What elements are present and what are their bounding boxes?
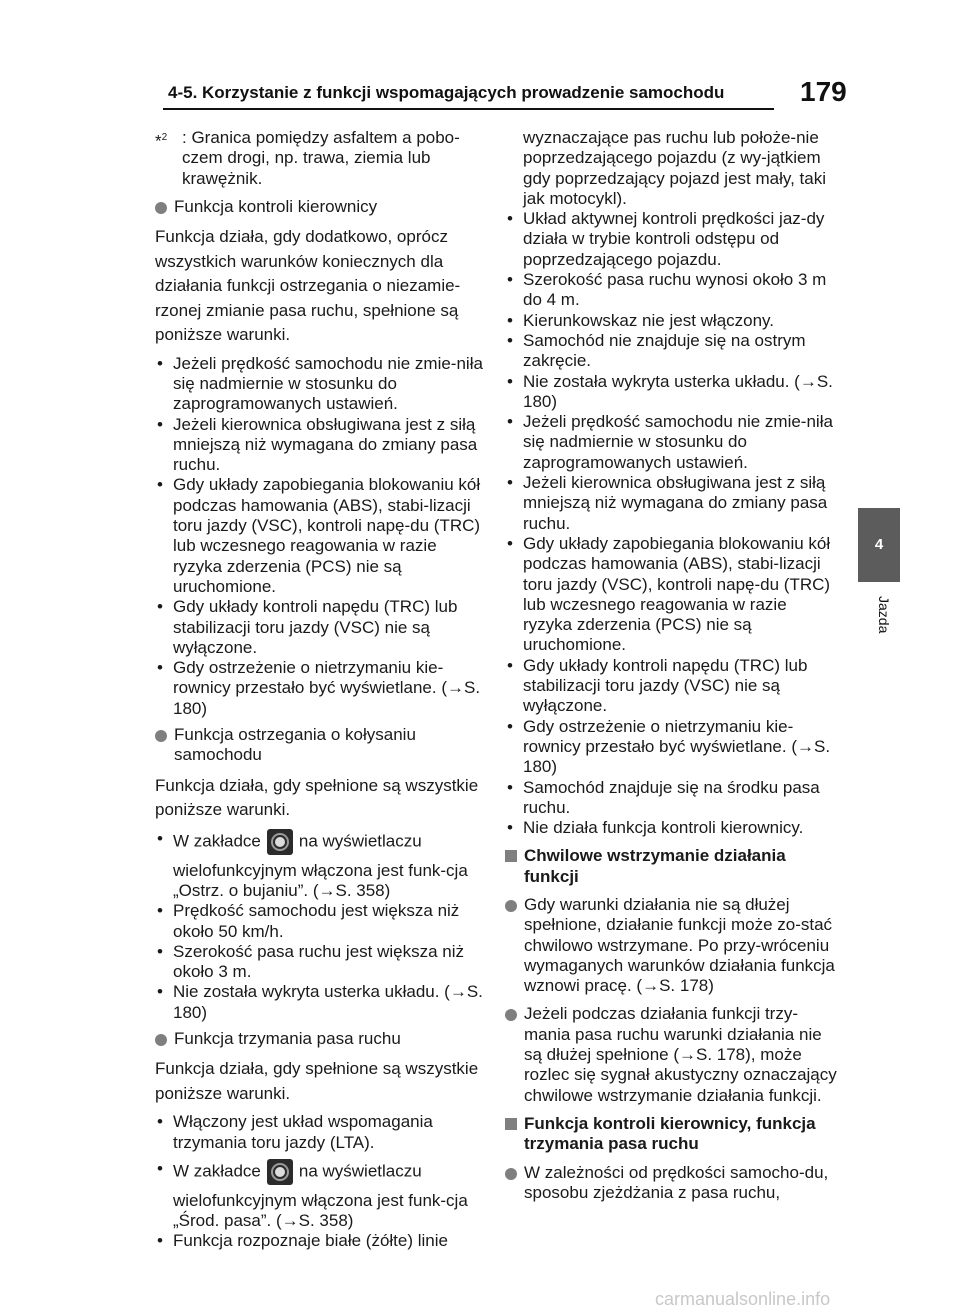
bullet-paragraph: Jeżeli podczas działania funkcji trzy-mania pasa ruchu warunki działania nie są dłużej spełnione (→S. 178), może rozlec się sygnał akustyczny oznaczający chwilowe wstrzymanie działania funkcji. [505, 1004, 840, 1105]
footnote-2 [155, 128, 485, 189]
header-rule [163, 108, 774, 110]
list-item: • Gdy układy kontroli napędu (TRC) lub stabilizacji toru jazdy (VSC) nie są wyłączone. [505, 656, 840, 717]
list-item: • Samochód nie znajduje się na ostrym zakręcie. [505, 331, 840, 372]
running-header: 4-5. Korzystanie z funkcji wspomagających prowadzenie samochodu [168, 83, 725, 102]
list-item: • W zakładce na wyświetlaczu [155, 1159, 485, 1185]
right-column [505, 128, 840, 1211]
list-item-continuation: wyznaczające pas ruchu lub położe-nie poprzedzającego pojazdu (z wy-jątkiem gdy poprzedzający pojazd jest mały, taki jak motocykl). [523, 128, 827, 208]
list-item: • Układ aktywnej kontroli prędkości jaz-dy działa w trybie kontroli odstępu od poprzedzającego pojazdu. [505, 209, 840, 270]
paragraph: Funkcja działa, gdy dodatkowo, oprócz wszystkich warunków koniecznych dla działania funkcji ostrzegania o niezamie-rzonej zmianie pasa ruchu, spełnione są poniższe warunki. [155, 227, 461, 345]
list-item: • Gdy układy kontroli napędu (TRC) lub stabilizacji toru jazdy (VSC) nie są wyłączone. [155, 597, 485, 658]
list-item: • Gdy układy zapobiegania blokowaniu kół podczas hamowania (ABS), stabi-lizacji toru jazdy (VSC), kontroli napę-du (TRC) lub wczesnego reagowania w razie ryzyka zderzenia (PCS) nie są uruchomione. [505, 534, 840, 656]
paragraph: Funkcja działa, gdy spełnione są wszystkie poniższe warunki. [155, 1059, 479, 1103]
subheading-sway-warning: Funkcja ostrzegania o kołysaniu samochodu [155, 725, 485, 766]
section-heading-pause: Chwilowe wstrzymanie działania funkcji [505, 846, 840, 887]
left-column [155, 128, 485, 1252]
list-item: • Włączony jest układ wspomagania trzymania toru jazdy (LTA). [155, 1112, 485, 1153]
list-item: • Funkcja rozpoznaje białe (żółte) linie [155, 1231, 485, 1251]
footnote-sup: 2 [161, 132, 168, 143]
section-heading-steering-lane: Funkcja kontroli kierownicy, funkcja trzymania pasa ruchu [505, 1114, 840, 1155]
list-item: • Nie została wykryta usterka układu. (→S. 180) [155, 982, 485, 1023]
page-number: 179 [800, 76, 847, 107]
footnote-marker: * [155, 131, 162, 151]
list-item: • Kierunkowskaz nie jest włączony. [505, 311, 840, 331]
list-item: • W zakładce na wyświetlaczu [155, 829, 485, 855]
paragraph: Funkcja działa, gdy spełnione są wszystkie poniższe warunki. [155, 775, 479, 820]
list-item: • Jeżeli prędkość samochodu nie zmie-niła się nadmiernie w stosunku do zaprogramowanych ustawień. [155, 354, 485, 415]
bullet-paragraph: W zależności od prędkości samocho-du, sposobu zjeżdżania z pasa ruchu, [505, 1163, 840, 1204]
settings-gear-icon [267, 829, 293, 855]
footnote-text: : Granica pomiędzy asfaltem a pobo- czem drogi, np. trawa, ziemia lub krawężnik. [182, 128, 460, 188]
list-item: • Gdy ostrzeżenie o nietrzymaniu kie-rownicy przestało być wyświetlane. (→S. 180) [155, 658, 485, 719]
list-item: • Jeżeli prędkość samochodu nie zmie-niła się nadmiernie w stosunku do zaprogramowanych ustawień. [505, 412, 840, 473]
list-item: • Gdy ostrzeżenie o nietrzymaniu kie-rownicy przestało być wyświetlane. (→S. 180) [505, 717, 840, 778]
chapter-tab-label: Jazda [876, 596, 892, 634]
settings-gear-icon [267, 1159, 293, 1185]
list-item-continuation: wielofunkcyjnym włączona jest funk-cja „Ostrz. o bujaniu”. (→S. 358) [173, 860, 468, 900]
site-watermark: carmanualsonline.info [655, 1289, 831, 1309]
list-item-continuation: wielofunkcyjnym włączona jest funk-cja „Środ. pasa”. (→S. 358) [173, 1190, 468, 1231]
list-item: • Samochód znajduje się na środku pasa ruchu. [505, 778, 840, 819]
chapter-tab[interactable]: 4 [858, 508, 900, 582]
list-item: • Jeżeli kierownica obsługiwana jest z siłą mniejszą niż wymagana do zmiany pasa ruchu. [505, 473, 840, 534]
subheading-steering-control: Funkcja kontroli kierownicy [155, 197, 485, 217]
list-item: • Gdy układy zapobiegania blokowaniu kół podczas hamowania (ABS), stabi-lizacji toru jazdy (VSC), kontroli napę-du (TRC) lub wczesnego reagowania w razie ryzyka zderzenia (PCS) nie są uruchomione. [155, 475, 485, 597]
subheading-lane-keeping: Funkcja trzymania pasa ruchu [155, 1029, 485, 1049]
list-item: • Prędkość samochodu jest większa niż około 50 km/h. [155, 901, 485, 942]
list-item: • Nie została wykryta usterka układu. (→S. 180) [505, 372, 840, 413]
list-item: • Jeżeli kierownica obsługiwana jest z siłą mniejszą niż wymagana do zmiany pasa ruchu. [155, 415, 485, 476]
bullet-paragraph: Gdy warunki działania nie są dłużej spełnione, działanie funkcji może zo-stać chwilowo wstrzymane. Po przy-wróceniu wymaganych warunków działania funkcja wznowi pracę. (→S. 178) [505, 895, 840, 996]
list-item: • Szerokość pasa ruchu wynosi około 3 m do 4 m. [505, 270, 840, 311]
list-item: • Szerokość pasa ruchu jest większa niż około 3 m. [155, 942, 485, 983]
list-item: • Nie działa funkcja kontroli kierownicy. [505, 818, 840, 838]
